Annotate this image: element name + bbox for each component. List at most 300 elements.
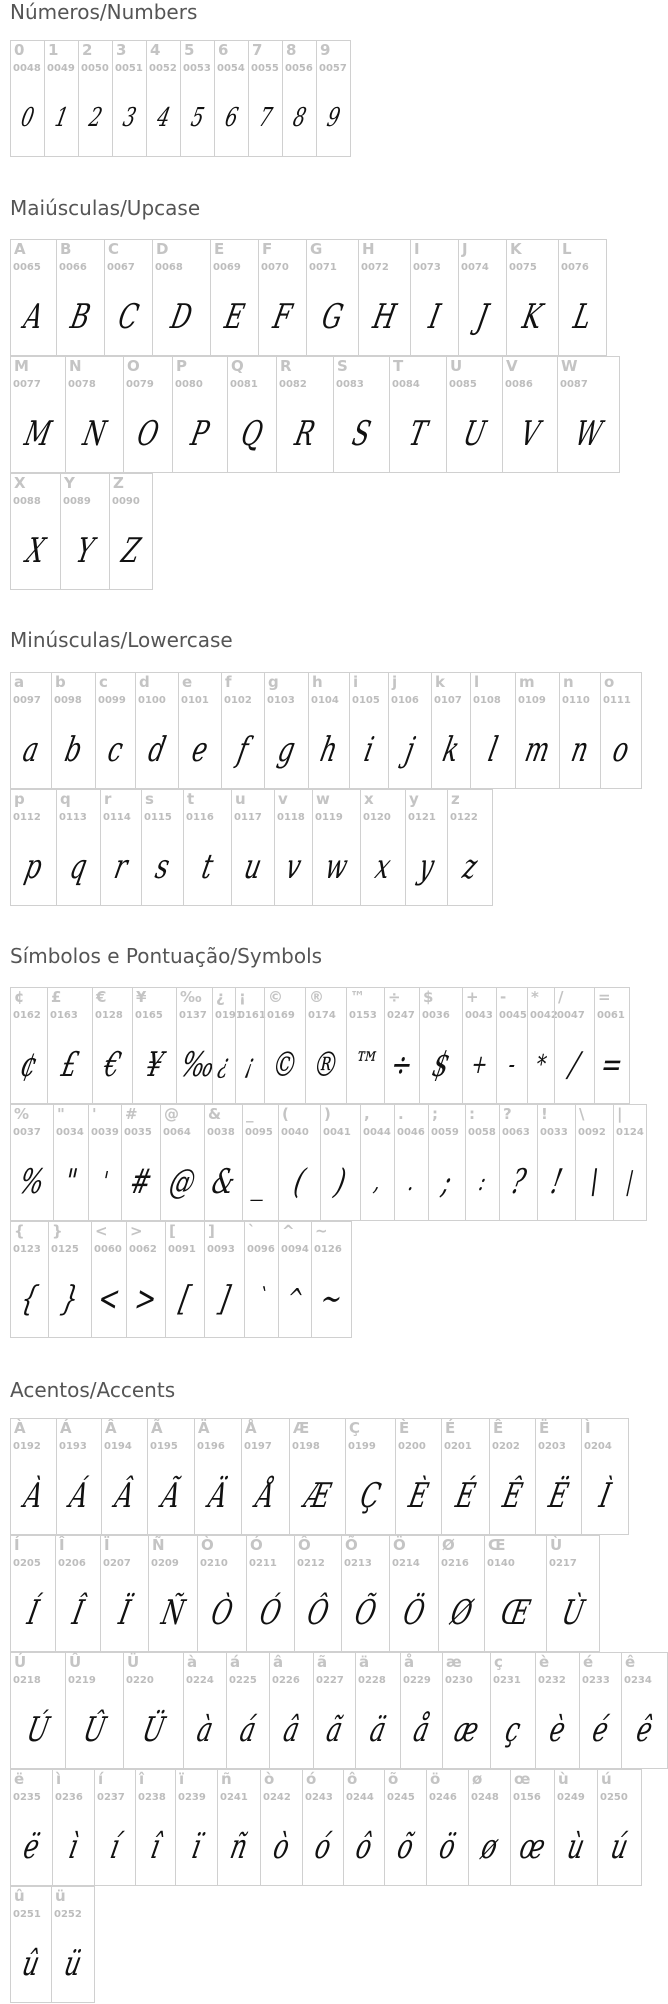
glyph-cell [210,239,259,356]
glyph-label: : [469,1105,475,1123]
glyph-cell [470,672,516,789]
glyph-sample: ; [438,1162,456,1202]
glyph-label: - [500,988,507,1006]
glyph-label: ñ [221,1770,232,1788]
glyph-label: 9 [320,41,331,59]
glyph-sample: á [236,1710,260,1750]
glyph-code: 0064 [163,1127,191,1138]
glyph-sample: > [131,1279,161,1319]
glyph-sample: î [147,1827,164,1867]
glyph-cell [575,1104,614,1221]
glyph-cell [305,987,347,1104]
glyph-label: y [409,790,419,808]
glyph-label: | [617,1105,623,1123]
glyph-cell [126,1221,166,1338]
glyph-code: 0098 [54,695,82,706]
glyph-cell [91,1221,127,1338]
glyph-label: S [337,357,348,375]
glyph-sample: K [519,297,546,337]
glyph-code: 0065 [13,262,41,273]
glyph-sample: I [425,297,444,337]
glyph-label: F [262,240,273,258]
glyph-row [10,1418,628,1535]
glyph-label: \ [579,1105,585,1123]
glyph-label: i [353,673,359,691]
glyph-code: 0140 [487,1558,515,1569]
glyph-label: é [583,1653,594,1671]
glyph-sample: R [291,414,319,454]
glyph-cell [462,987,497,1104]
glyph-label: ' [92,1105,97,1123]
glyph-cell [246,1535,295,1652]
glyph-cell [92,987,133,1104]
glyph-sample: ö [435,1827,460,1867]
glyph-cell [346,987,385,1104]
glyph-sample: Î [68,1593,88,1633]
glyph-label: Ø [442,1536,455,1554]
glyph-cell [260,1769,303,1886]
glyph-label: v [278,790,288,808]
glyph-sample: 8 [290,103,309,133]
glyph-sample: Q [237,414,267,454]
glyph-code: 0236 [55,1792,83,1803]
glyph-code: 0039 [91,1127,119,1138]
glyph-sample: v [282,847,305,887]
glyph-label: } [52,1222,63,1240]
glyph-code: 0197 [244,1441,272,1452]
glyph-sample: ô [352,1827,376,1867]
glyph-sample: N [79,414,110,454]
glyph-code: 0056 [285,63,313,74]
glyph-cell [146,40,181,157]
glyph-cell [141,789,184,906]
glyph-label: H [362,240,375,258]
glyph-label: Å [245,1419,257,1437]
glyph-label: Í [14,1536,20,1554]
glyph-cell [510,1769,555,1886]
glyph-code: 0107 [434,695,462,706]
glyph-label: a [14,673,25,691]
glyph-code: 0096 [247,1244,275,1255]
glyph-code: 0036 [422,1010,450,1021]
glyph-label: õ [388,1770,399,1788]
glyph-cell [56,789,101,906]
glyph-code: 0227 [316,1675,344,1686]
glyph-sample: ‰ [177,1045,220,1085]
glyph-label: < [95,1222,108,1240]
glyph-code: 0047 [557,1010,585,1021]
glyph-code: 0081 [230,379,258,390]
glyph-cell [343,1769,385,1886]
glyph-cell [465,1104,500,1221]
glyph-label: ú [601,1770,612,1788]
glyph-cell [109,473,153,590]
glyph-label: ù [558,1770,569,1788]
glyph-cell [104,239,153,356]
glyph-cell [165,1221,205,1338]
glyph-label: ü [55,1887,66,1905]
glyph-sample: 5 [188,103,207,133]
glyph-row [10,473,152,590]
glyph-sample: ® [309,1045,343,1085]
glyph-sample: A [20,297,47,337]
glyph-cell [258,239,307,356]
glyph-sample: O [133,414,163,454]
glyph-label: z [451,790,460,808]
glyph-cell [65,356,124,473]
section-title: Maiúsculas/Upcase [10,196,201,220]
glyph-code: 0124 [616,1127,644,1138]
glyph-cell [10,1886,52,2003]
glyph-sample: = [597,1045,627,1085]
glyph-cell [121,1104,161,1221]
glyph-cell [123,1652,184,1769]
glyph-label: T [393,357,404,375]
glyph-code: 0054 [217,63,245,74]
glyph-label: ó [306,1770,317,1788]
glyph-sample: C [114,297,143,337]
glyph-cell [10,239,57,356]
glyph-sample: ^ [283,1284,307,1314]
glyph-row [10,1886,94,2003]
glyph-sample: ã [322,1710,347,1750]
glyph-sample: ä [366,1710,390,1750]
glyph-cell [345,1418,396,1535]
glyph-row [10,789,492,906]
glyph-sample: Ö [399,1593,429,1633]
glyph-label: l [474,673,480,691]
glyph-sample: U [459,414,490,454]
glyph-sample: Ë [545,1476,572,1516]
glyph-label: í [98,1770,104,1788]
glyph-sample: V [516,414,544,454]
glyph-code: 0205 [13,1558,41,1569]
glyph-label: Ô [298,1536,311,1554]
glyph-cell [360,789,406,906]
glyph-label: V [506,357,518,375]
glyph-code: 0111 [603,695,631,706]
glyph-code: 0196 [197,1441,225,1452]
glyph-cell [468,1769,511,1886]
glyph-sample: s [151,847,174,887]
glyph-cell [447,789,493,906]
glyph-code: 0230 [445,1675,473,1686]
glyph-sample: Ñ [158,1593,188,1633]
glyph-cell [241,1418,290,1535]
glyph-code: 0116 [186,812,214,823]
glyph-code: 0161 [238,1010,266,1021]
glyph-label: G [310,240,323,258]
glyph-sample: Á [65,1476,93,1516]
glyph-sample: ó [311,1827,335,1867]
glyph-code: 0080 [175,379,203,390]
glyph-cell [394,1104,429,1221]
glyph-label: ¥ [136,988,147,1006]
glyph-sample: g [274,730,299,770]
glyph-cell [613,1104,647,1221]
glyph-code: 0103 [267,695,295,706]
glyph-label: r [104,790,112,808]
glyph-sample: Ã [157,1476,185,1516]
glyph-code: 0049 [47,63,75,74]
glyph-label: I [414,240,420,258]
glyph-cell [10,789,57,906]
glyph-sample: L [570,297,595,337]
glyph-sample: ` [253,1284,270,1314]
glyph-code: 0198 [292,1441,320,1452]
glyph-cell [294,1535,342,1652]
glyph-label: © [268,988,283,1006]
glyph-label: Ê [493,1419,504,1437]
glyph-sample: i [360,730,378,770]
glyph-code: 0084 [392,379,420,390]
glyph-cell [221,672,265,789]
glyph-sample: y [415,847,438,887]
glyph-label: è [539,1653,550,1671]
glyph-cell [44,40,79,157]
glyph-label: J [462,240,468,258]
glyph-label: 5 [184,41,195,59]
glyph-code: 0207 [103,1558,131,1569]
glyph-code: 0109 [518,695,546,706]
glyph-code: 0090 [112,496,140,507]
glyph-sample: û [18,1944,44,1984]
glyph-sample: ë [20,1827,43,1867]
glyph-label: ‰ [180,988,202,1006]
glyph-label: ; [432,1105,438,1123]
glyph-cell [183,789,232,906]
glyph-sample: 3 [120,103,139,133]
glyph-code: 0101 [181,695,209,706]
glyph-label: M [14,357,29,375]
glyph-sample: n [567,730,593,770]
glyph-code: 0092 [578,1127,606,1138]
glyph-label: œ [514,1770,531,1788]
glyph-code: 0247 [387,1010,415,1021]
glyph-sample: ü [60,1944,86,1984]
glyph-sample: { [17,1279,42,1319]
glyph-cell [358,239,411,356]
glyph-label: $ [423,988,434,1006]
glyph-label: Ó [250,1536,263,1554]
glyph-code: 0073 [413,262,441,273]
glyph-cell [135,672,179,789]
glyph-cell [419,987,463,1104]
glyph-cell [446,356,503,473]
glyph-sample: ~ [316,1279,347,1319]
glyph-sample: \ [586,1162,603,1202]
glyph-sample: q [66,847,91,887]
glyph-sample: * [533,1050,549,1080]
glyph-sample: œ [516,1827,549,1867]
glyph-sample: È [405,1476,432,1516]
glyph-cell [52,1769,95,1886]
glyph-label: , [364,1105,370,1123]
glyph-code: 0066 [59,262,87,273]
glyph-sample: a [19,730,43,770]
glyph-cell [537,1104,576,1221]
glyph-code: 0119 [315,812,343,823]
glyph-sample: 7 [256,103,275,133]
glyph-sample: X [22,531,49,571]
glyph-label: t [187,790,195,808]
glyph-label: Ö [393,1536,406,1554]
glyph-code: 0044 [363,1127,391,1138]
glyph-cell [10,1535,56,1652]
glyph-label: h [312,673,323,691]
glyph-code: 0050 [81,63,109,74]
glyph-label: K [510,240,522,258]
glyph-cell [10,40,45,157]
glyph-label: ! [541,1105,548,1123]
glyph-code: 0033 [540,1127,568,1138]
glyph-cell [389,356,447,473]
glyph-cell [405,789,448,906]
glyph-cell [47,987,93,1104]
glyph-label: . [398,1105,404,1123]
glyph-cell [60,473,110,590]
glyph-code: 0110 [562,695,590,706]
glyph-label: U [450,357,463,375]
glyph-cell [431,672,471,789]
glyph-label: g [268,673,279,691]
glyph-sample: + [468,1050,491,1080]
glyph-cell [10,1769,53,1886]
glyph-sample: M [21,414,55,454]
glyph-cell [438,1535,485,1652]
glyph-sample: o [609,730,633,770]
glyph-cell [426,1769,469,1886]
glyph-sample: â [279,1710,304,1750]
glyph-sample: f [234,730,252,770]
glyph-cell [316,40,351,157]
glyph-sample: x [371,847,395,887]
glyph-sample: l [484,730,502,770]
glyph-cell [10,1104,54,1221]
glyph-code: 0202 [492,1441,520,1452]
glyph-code: 0203 [538,1441,566,1452]
glyph-cell [341,1535,390,1652]
glyph-code: 0038 [207,1127,235,1138]
glyph-code: 0217 [549,1558,577,1569]
glyph-cell [558,239,607,356]
glyph-row [10,1535,599,1652]
glyph-label: / [558,988,564,1006]
glyph-code: 0246 [429,1792,457,1803]
glyph-code: 0213 [344,1558,372,1569]
glyph-sample: J [473,297,492,337]
glyph-code: 0242 [263,1792,291,1803]
glyph-sample: 2 [86,103,105,133]
glyph-code: 0043 [465,1010,493,1021]
glyph-sample: # [126,1162,156,1202]
glyph-cell [269,1652,314,1769]
glyph-cell [527,987,558,1104]
glyph-cell [10,356,66,473]
glyph-label: + [466,988,479,1006]
glyph-cell [194,1418,242,1535]
glyph-label: % [14,1105,30,1123]
glyph-label: 0 [14,41,25,59]
glyph-label: e [182,673,193,691]
glyph-code: 0224 [186,1675,214,1686]
glyph-cell [51,672,96,789]
glyph-label: ™ [350,988,365,1006]
glyph-label: 6 [218,41,229,59]
glyph-sample: Ù [558,1593,588,1633]
glyph-sample: ) [331,1162,350,1202]
glyph-code: 0229 [403,1675,431,1686]
glyph-code: 0085 [449,379,477,390]
glyph-code: 0094 [281,1244,309,1255]
glyph-sample: | [623,1167,637,1197]
glyph-cell [160,1104,205,1221]
glyph-label: Ò [201,1536,214,1554]
glyph-label: f [225,673,232,691]
glyph-cell [384,1769,427,1886]
glyph-cell [535,1418,582,1535]
glyph-cell [313,1652,356,1769]
glyph-code: 0114 [103,812,131,823]
glyph-sample: í [106,1827,124,1867]
glyph-label: Ç [349,1419,361,1437]
glyph-sample: ù [563,1827,589,1867]
glyph-cell [152,239,211,356]
glyph-sample: ñ [226,1827,252,1867]
glyph-label: c [99,673,108,691]
glyph-code: 0055 [251,63,279,74]
glyph-label: È [399,1419,410,1437]
glyph-cell [135,1769,176,1886]
glyph-code: 0204 [584,1441,612,1452]
glyph-sample: B [67,297,94,337]
glyph-sample: p [21,847,46,887]
glyph-code: 0218 [13,1675,41,1686]
glyph-code: 0192 [13,1441,41,1452]
glyph-cell [264,987,306,1104]
glyph-sample: £ [57,1045,83,1085]
glyph-cell [306,239,359,356]
glyph-label: x [364,790,374,808]
glyph-label: £ [51,988,62,1006]
glyph-code: 0194 [104,1441,132,1452]
glyph-sample: Ó [256,1593,285,1633]
glyph-cell [400,1652,443,1769]
glyph-cell [183,1652,227,1769]
glyph-row [10,672,641,789]
glyph-cell [10,1221,49,1338]
glyph-label: N [69,357,82,375]
glyph-code: 0239 [178,1792,206,1803]
glyph-label: j [392,673,398,691]
glyph-sample: T [405,414,431,454]
glyph-label: D [156,240,169,258]
glyph-cell [389,1535,439,1652]
glyph-sample: Ò [207,1593,237,1633]
glyph-code: 0061 [597,1010,625,1021]
glyph-sample: t [198,847,217,887]
glyph-code: 0048 [13,63,41,74]
glyph-label: Z [113,474,124,492]
glyph-sample: , [371,1167,384,1197]
glyph-code: 0219 [68,1675,96,1686]
glyph-code: 0075 [509,262,537,273]
glyph-cell [10,987,48,1104]
section-title: Símbolos e Pontuação/Symbols [10,944,323,968]
glyph-code: 0212 [297,1558,325,1569]
glyph-cell [535,1652,580,1769]
glyph-row [10,40,350,157]
